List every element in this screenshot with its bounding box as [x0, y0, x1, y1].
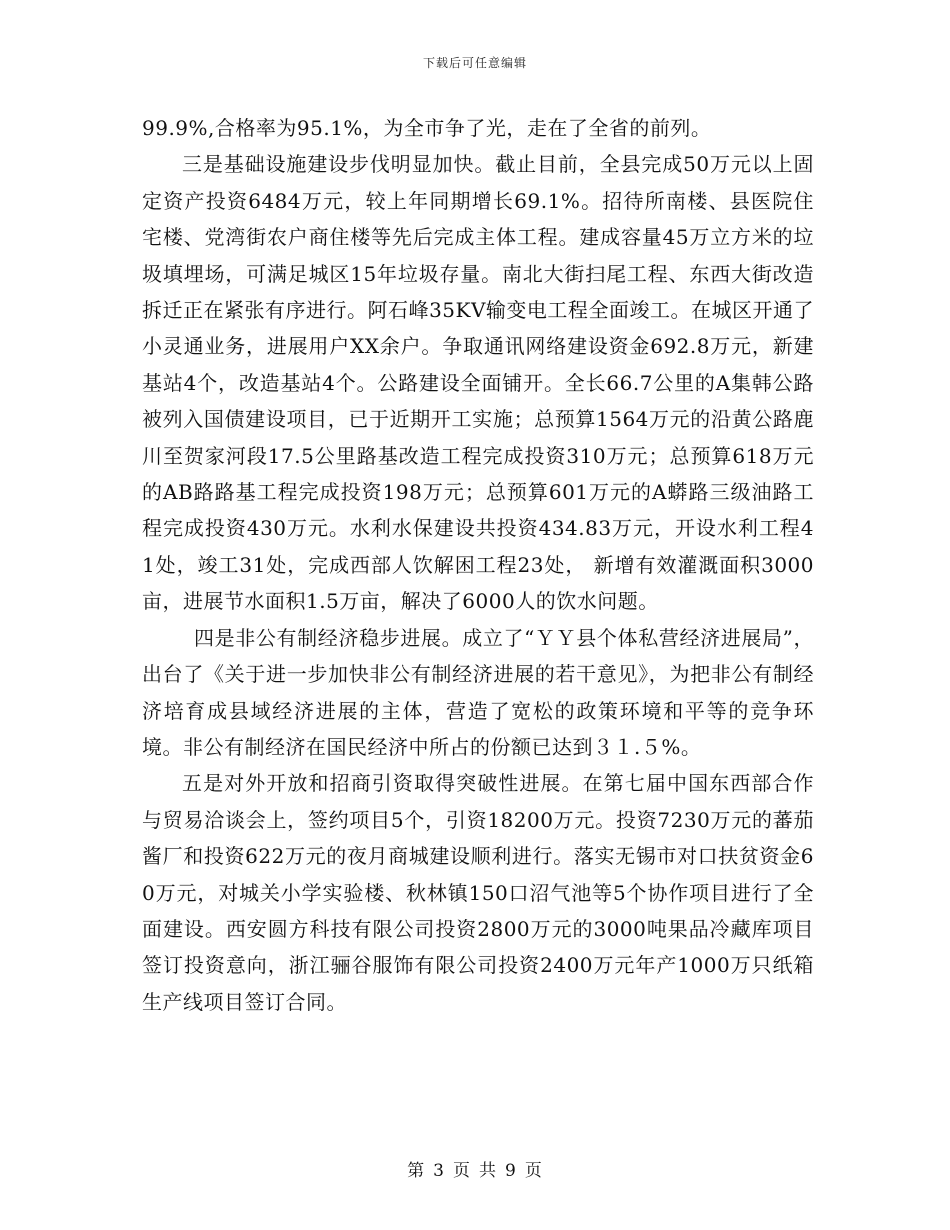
- document-body: [142, 110, 814, 1020]
- footer-total-label: 共: [479, 1161, 497, 1181]
- page-footer: [0, 1156, 950, 1181]
- footer-total-unit: 页: [524, 1161, 543, 1181]
- footer-page-unit: 页: [453, 1161, 471, 1181]
- page-header: 下载后可任意编辑: [422, 56, 527, 70]
- paragraph-2: 三是基础设施建设步伐明显加快。截止目前，全县完成50万元以上固定资产投资6484万元，较上年同期增长69.1%。招待所南楼、县医院住宅楼、党湾街农户商住楼等先后完成主体工程。建成容量45万立方米的垃圾填埋场，可满足城区15年垃圾存量。南北大街扫尾工程、东西大街改造拆迁正在紧张有序进行。阿石峰35KV输变电工程全面竣工。在城区开通了小灵通业务，进展用户XX余户。争取通讯网络建设资金692.8万元，新建基站4个，改造基站4个。公路建设全面铺开。全长66.7公里的A集韩公路被列入国债建设项目，已于近期开工实施；总预算1564万元的沿黄公路鹿川至贺家河段17.5公里路基改造工程完成投资310万元；总预算618万元的AB路路基工程完成投资198万元；总预算601万元的A蟒路三级油路工程完成投资430万元。水利水保建设共投资434.83万元，开设水利工程41处，竣工31处，完成西部人饮解困工程23处， 新增有效灌溉面积3000亩，进展节水面积1.5万亩，解决了6000人的饮水问题。: [142, 152, 814, 614]
- footer-current-page: 3: [433, 1161, 445, 1181]
- footer-total-pages: 9: [505, 1161, 517, 1181]
- footer-page-label: 第: [407, 1161, 426, 1181]
- paragraph-1: 99.9%,合格率为95.1%，为全市争了光，走在了全省的前列。: [142, 116, 712, 140]
- paragraph-3: 四是非公有制经济稳步进展。成立了“ＹＹ县个体私营经济进展局”，出台了《关于进一步加快非公有制经济进展的若干意见》，为把非公有制经济培育成县域经济进展的主体，营造了宽松的政策环境和平等的竞争环境。非公有制经济在国民经济中所占的份额已达到３１.５%。: [142, 625, 814, 759]
- paragraph-4: 五是对外开放和招商引资取得突破性进展。在第七届中国东西部合作与贸易洽谈会上，签约项目5个，引资18200万元。投资7230万元的蕃茄酱厂和投资622万元的夜月商城建设顺利进行。落实无锡市对口扶贫资金60万元，对城关小学实验楼、秋林镇150口沼气池等5个协作项目进行了全面建设。西安圆方科技有限公司投资2800万元的3000吨果品冷藏库项目签订投资意向，浙江骊谷服饰有限公司投资2400万元年产1000万只纸箱生产线项目签订合同。: [142, 771, 814, 1014]
